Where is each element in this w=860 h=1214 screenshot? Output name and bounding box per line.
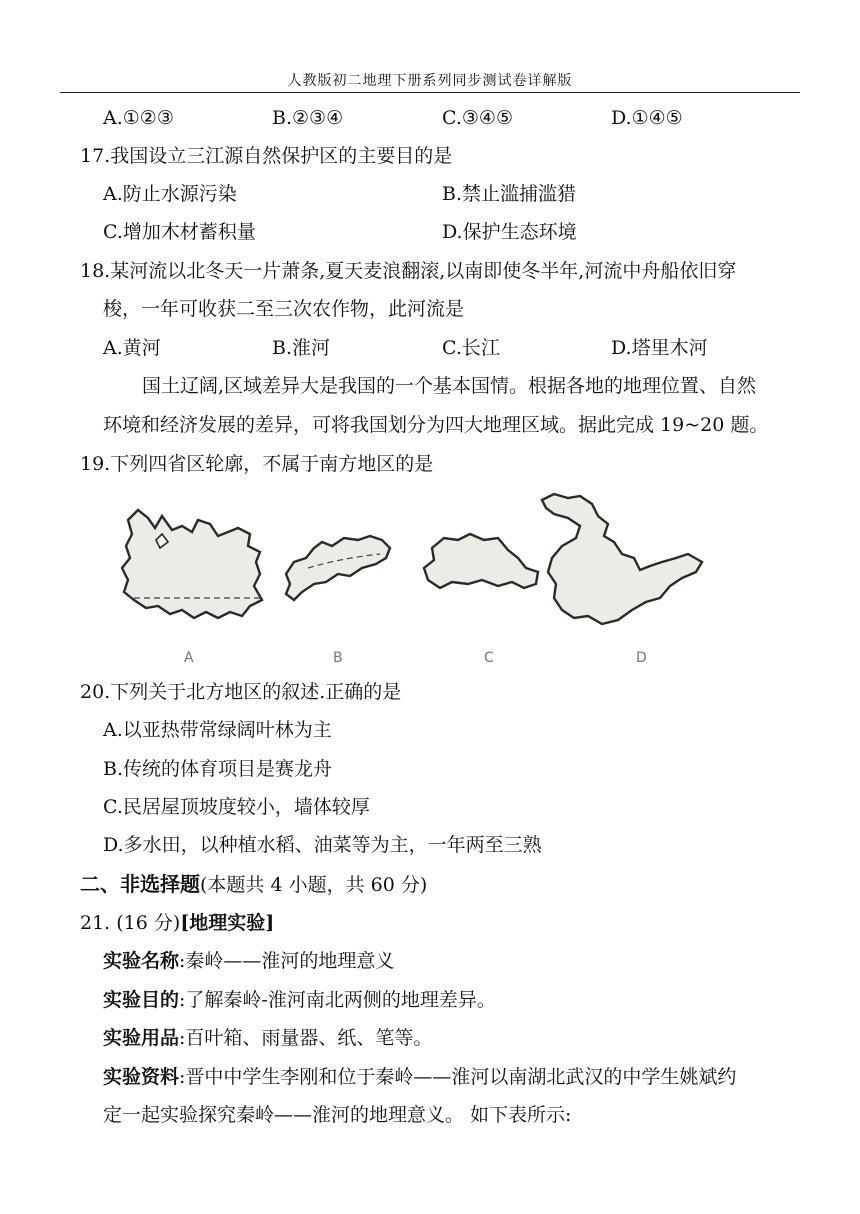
q21-name-label: 实验名称 [103,950,180,972]
q21-material-label: 实验资料 [103,1066,180,1088]
section2-note: (本题共 4 小题，共 60 分) [200,874,428,896]
q20-stem: 20.下列关于北方地区的叙述.正确的是 [80,681,402,703]
q16-option-a: A.①②③ [103,107,174,129]
province-outline-a [122,510,262,618]
province-outline-b [286,536,390,600]
map-label-b: B [333,650,343,666]
q16-option-d: D.①④⑤ [611,107,683,129]
q21-material-text2: 定一起实验探究秦岭——淮河的地理意义。 如下表所示: [103,1104,572,1126]
intro-line1: 国土辽阔,区域差异大是我国的一个基本国情。根据各地的地理位置、自然 [142,375,757,397]
q21-purpose-label: 实验目的 [103,989,180,1011]
q21-tools-label: 实验用品 [103,1027,180,1049]
header-rule [60,92,800,93]
intro-line2: 环境和经济发展的差异，可将我国划分为四大地理区域。据此完成 19~20 题。 [103,414,769,436]
map-label-c: C [484,650,494,666]
q16-option-c: C.③④⑤ [442,107,513,129]
q17-stem: 17.我国设立三江源自然保护区的主要目的是 [80,145,453,167]
q18-option-c: C.长江 [442,337,500,359]
q17-option-b: B.禁止滥捕滥猎 [442,183,577,205]
q21-material-text1: :晋中中学生李刚和位于秦岭——淮河以南湖北武汉的中学生姚斌约 [179,1066,737,1088]
q20-option-a: A.以亚热带常绿阔叶林为主 [103,719,332,741]
q17-option-a: A.防止水源污染 [103,183,237,205]
section2-title: 二、非选择题 [80,872,200,896]
province-outlines-figure [110,488,730,638]
page-header: 人教版初二地理下册系列同步测试卷详解版 [287,73,573,89]
q18-option-d: D.塔里木河 [611,337,708,359]
q20-option-c: C.民居屋顶坡度较小，墙体较厚 [103,796,370,818]
q21-experiment-tools [103,1026,432,1050]
q21-score: 21. (16 分) [80,912,181,934]
q18-stem-line1: 18.某河流以北冬天一片萧条,夏天麦浪翻滚,以南即使冬半年,河流中舟船依旧穿 [80,260,737,282]
q21-experiment-purpose [103,988,496,1012]
q19-stem: 19.下列四省区轮廓，不属于南方地区的是 [80,453,434,475]
q21-tag: [地理实验] [180,912,275,934]
q18-option-b: B.淮河 [272,337,331,359]
q20-option-d: D.多水田，以种植水稻、油菜等为主，一年两至三熟 [103,834,542,856]
province-outline-c [424,534,538,588]
q21-name-text: :秦岭——淮河的地理意义 [179,950,395,972]
q21-purpose-text: :了解秦岭-淮河南北两侧的地理差异。 [179,989,496,1011]
q16-option-b: B.②③④ [272,107,344,129]
q21-tools-text: :百叶箱、雨量器、纸、笔等。 [179,1027,433,1049]
section2-heading [80,872,427,897]
q17-option-c: C.增加木材蓄积量 [103,221,256,243]
q18-stem-line2: 梭，一年可收获二至三次农作物，此河流是 [103,298,465,320]
q18-option-a: A.黄河 [103,337,161,359]
map-label-a: A [184,650,194,666]
q21-experiment-material [103,1065,736,1089]
q21-head [80,911,274,935]
province-outline-d [542,494,702,624]
q20-option-b: B.传统的体育项目是赛龙舟 [103,758,333,780]
q17-option-d: D.保护生态环境 [442,221,577,243]
q21-experiment-name [103,949,394,973]
map-label-d: D [636,650,647,666]
